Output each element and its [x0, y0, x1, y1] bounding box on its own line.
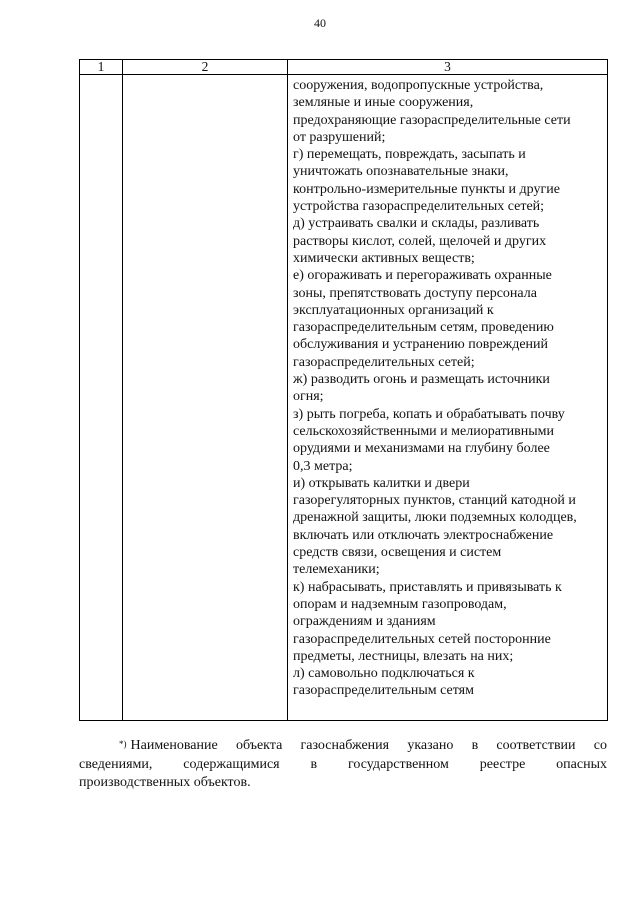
table-cell-column-1 — [80, 75, 123, 721]
text-line: от разрушений; — [293, 129, 386, 145]
text-line: газораспределительным сетям, проведению — [293, 320, 554, 336]
table-cell-column-3 — [288, 75, 608, 721]
footnote-line: сведениями, содержащимися в государственном реестре опасных — [79, 756, 607, 772]
text-line: газорегуляторных пунктов, станций катодной и — [293, 493, 576, 509]
text-line: опорам и надземным газопроводам, — [293, 596, 507, 612]
text-line: л) самовольно подключаться к — [293, 666, 475, 682]
text-line: средств связи, освещения и систем — [293, 545, 502, 561]
text-line: контрольно-измерительные пункты и другие — [293, 181, 560, 197]
text-line: ограждениям и зданиям — [293, 614, 436, 630]
text-line: сооружения, водопропускные устройства, — [293, 78, 544, 93]
text-line: уничтожать опознавательные знаки, — [293, 164, 509, 180]
text-line: дренажной защиты, люки подземных колодцев, — [293, 510, 577, 526]
text-line: устройства газораспределительных сетей; — [293, 199, 545, 215]
text-line: зоны, препятствовать доступу персонала — [293, 285, 537, 301]
text-line: е) огораживать и перегораживать охранные — [293, 268, 552, 284]
footnote-mark: *) — [119, 739, 127, 749]
text-line: обслуживания и устранению повреждений — [293, 337, 549, 353]
table-row — [80, 75, 608, 721]
prohibitions-text — [288, 75, 607, 700]
text-line: д) устраивать свалки и склады, разливать — [293, 216, 540, 232]
column-header-3: 3 — [288, 60, 608, 75]
text-line: з) рыть погреба, копать и обрабатывать почву — [293, 406, 565, 422]
text-line: предметы, лестницы, влезать на них; — [293, 648, 514, 664]
text-line: земляные и иные сооружения, — [293, 95, 474, 111]
page-number: 40 — [314, 16, 326, 30]
text-line: 0,3 метра; — [293, 458, 353, 474]
column-header-1: 1 — [80, 60, 123, 75]
text-line: эксплуатационных организаций к — [293, 302, 494, 318]
text-line: г) перемещать, повреждать, засыпать и — [293, 147, 526, 163]
footnote-text: Наименование объекта газоснабжения указано в соответствии со — [130, 738, 607, 753]
footnote-line — [79, 737, 607, 756]
column-header-2: 2 — [123, 60, 288, 75]
text-line: газораспределительных сетей посторонние — [293, 631, 551, 647]
text-line: газораспределительным сетям — [293, 683, 474, 699]
text-line: огня; — [293, 389, 324, 405]
table-cell-column-2 — [123, 75, 288, 721]
text-line: предохраняющие газораспределительные сети — [293, 112, 571, 128]
text-line: сельскохозяйственными и мелиоративными — [293, 423, 555, 439]
text-line: ж) разводить огонь и размещать источники — [293, 372, 550, 388]
footnote-line: производственных объектов. — [79, 775, 251, 790]
text-line: растворы кислот, солей, щелочей и других — [293, 233, 547, 249]
text-line: к) набрасывать, приставлять и привязывать к — [293, 579, 562, 595]
text-line: орудиями и механизмами на глубину более — [293, 441, 550, 457]
text-line: газораспределительных сетей; — [293, 354, 475, 370]
text-line: и) открывать калитки и двери — [293, 475, 470, 491]
document-table — [79, 59, 608, 721]
text-line: химически активных веществ; — [293, 250, 475, 266]
table-header-row — [80, 60, 608, 75]
text-line: телемеханики; — [293, 562, 380, 578]
footnote — [79, 737, 607, 793]
text-line: включать или отключать электроснабжение — [293, 527, 554, 543]
